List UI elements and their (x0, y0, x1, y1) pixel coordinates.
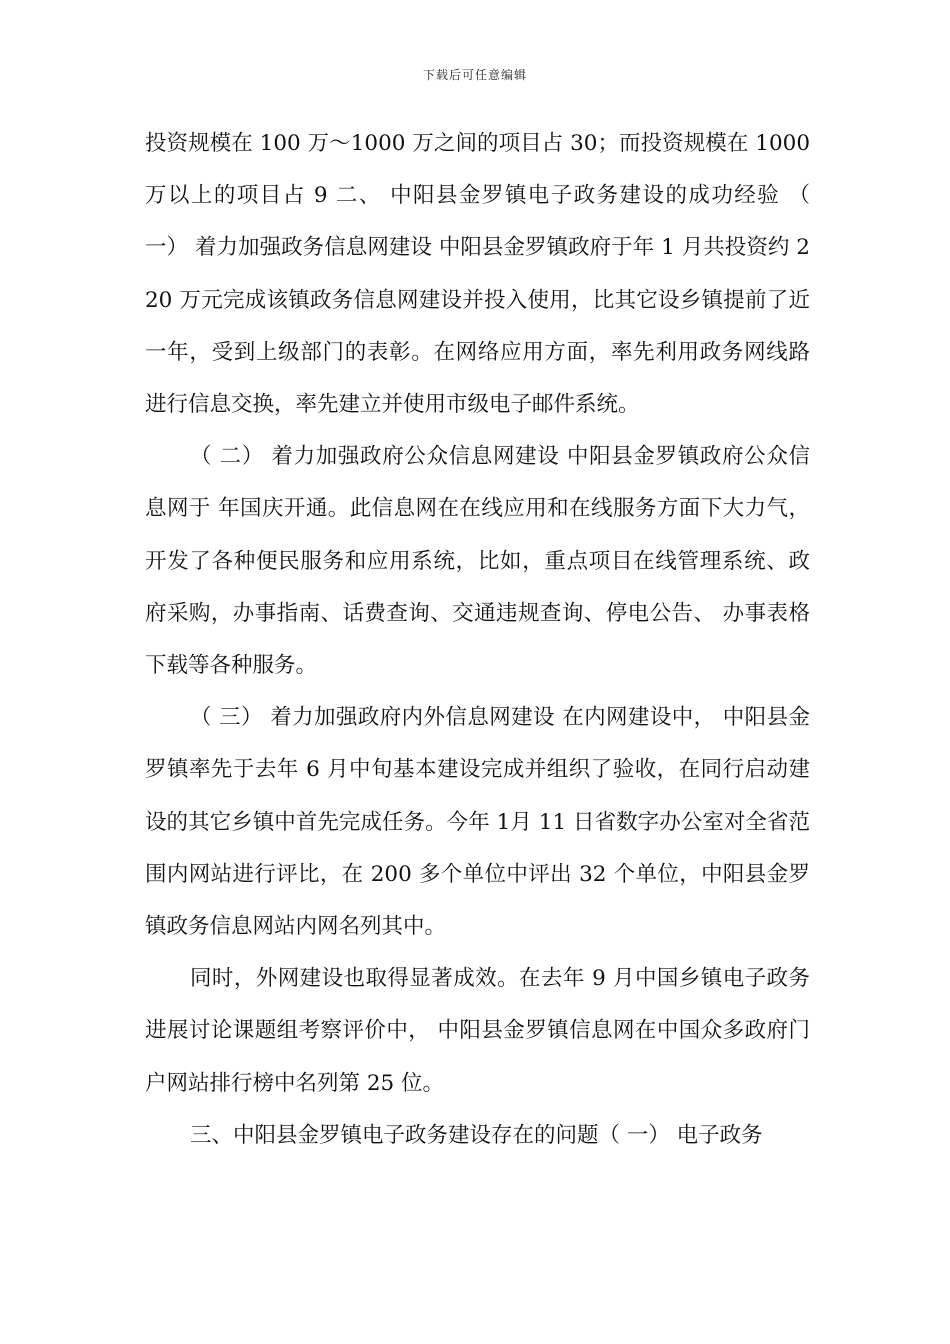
paragraph-5: 三、中阳县金罗镇电子政务建设存在的问题（ 一） 电子政务 (190, 1122, 763, 1148)
document-body (145, 118, 810, 1162)
header-note: 下载后可任意编辑 (422, 68, 527, 82)
paragraph-4: 同时，外网建设也取得显著成效。在去年 9 月中国乡镇电子政务进展讨论课题组考察评价中， 中阳县金罗镇信息网在中国众多政府门户网站排行榜中名列第 25 位。 (145, 966, 810, 1096)
paragraph-2: （ 二） 着力加强政府公众信息网建设 中阳县金罗镇政府公众信息网于 年国庆开通。此信息网在在线应用和在线服务方面下大力气，开发了各种便民服务和应用系统，比如，重点项目在线管理系统、政府采购，办事指南、话费查询、交通违规查询、停电公告、 办事表格下载等各种服务。 (145, 444, 810, 679)
paragraph-3: （ 三） 着力加强政府内外信息网建设 在内网建设中， 中阳县金罗镇率先于去年 6 月中旬基本建设完成并组织了验收，在同行启动建设的其它乡镇中首先完成任务。今年 1月 11 日省数字办公室对全省范围内网站进行评比，在 200 多个单位中评出 32 个单位，中阳县金罗镇政务信息网站内网名列其中。 (145, 705, 810, 940)
paragraph-1: 投资规模在 100 万～1000 万之间的项目占 30；而投资规模在 1000 万以上的项目占 9 二、 中阳县金罗镇电子政务建设的成功经验 （ 一） 着力加强政务信息网建设 中阳县金罗镇政府于年 1 月共投资约 220 万元完成该镇政务信息网建设并投入使用，比其它设乡镇提前了近一年，受到上级部门的表彰。在网络应用方面，率先利用政务网线路进行信息交换，率先建立并使用市级电子邮件系统。 (145, 131, 810, 418)
